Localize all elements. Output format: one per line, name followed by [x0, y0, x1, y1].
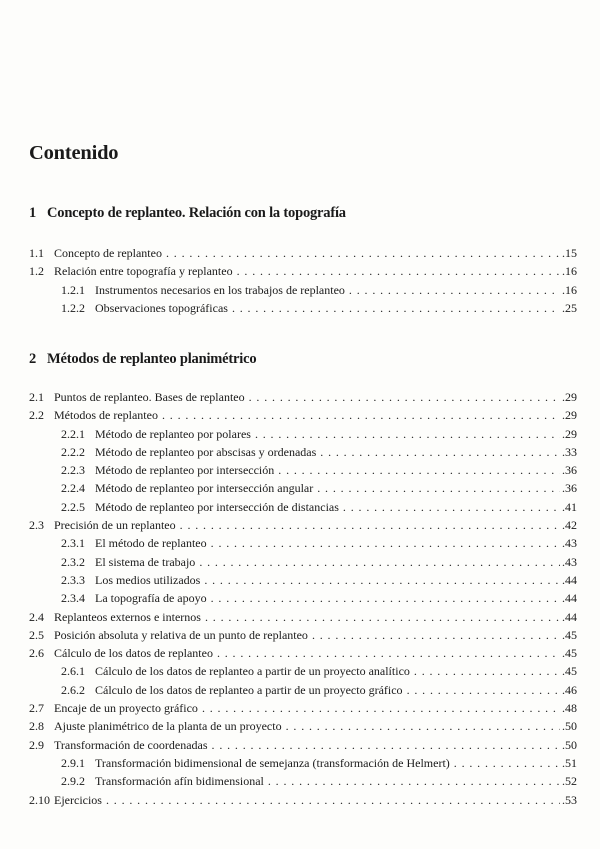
dot-leader — [232, 299, 560, 317]
toc-entry-page: .33 — [562, 444, 577, 459]
dot-leader — [343, 498, 560, 516]
toc-entry — [29, 425, 577, 443]
toc-entry-title: La topografía de apoyo — [95, 591, 207, 606]
dot-leader — [199, 553, 560, 571]
toc-entry-page: .45 — [562, 664, 577, 679]
dot-leader — [320, 443, 560, 461]
toc-entry-number: 2.3.4 — [61, 591, 85, 606]
page-title: Contenido — [29, 142, 119, 164]
toc-entry-page: .43 — [562, 554, 577, 569]
toc-entry — [29, 717, 577, 735]
toc-entry-page: .29 — [562, 426, 577, 441]
dot-leader — [205, 608, 560, 626]
toc-entry-number: 2.6.1 — [61, 664, 85, 679]
toc-entry-title: Cálculo de los datos de replanteo a partir de un proyecto gráfico — [95, 682, 403, 697]
toc-list-chapter-2 — [29, 388, 577, 809]
dot-leader — [204, 571, 560, 589]
toc-entry-title: Método de replanteo por intersección de distancias — [95, 499, 339, 514]
toc-entry-number: 1.2 — [29, 264, 44, 279]
toc-entry-number: 1.1 — [29, 246, 44, 260]
toc-entry — [29, 608, 577, 626]
toc-entry-title: Ejercicios — [54, 792, 102, 807]
toc-entry-title: Cálculo de los datos de replanteo — [54, 646, 213, 661]
toc-entry-number: 2.6.2 — [61, 682, 85, 697]
toc-entry-page: .15 — [562, 246, 577, 260]
dot-leader — [202, 699, 560, 717]
toc-entry-title: Transformación bidimensional de semejanza (transformación de Helmert) — [95, 755, 450, 770]
toc-entry-page: .16 — [562, 264, 577, 279]
chapter-heading-2 — [29, 351, 256, 368]
toc-entry — [29, 406, 577, 424]
toc-entry-page: .50 — [562, 737, 577, 752]
toc-entry-page: .42 — [562, 518, 577, 533]
toc-entry — [29, 626, 577, 644]
dot-leader — [211, 534, 560, 552]
toc-entry-title: Transformación afín bidimensional — [95, 774, 264, 789]
toc-entry-title: Los medios utilizados — [95, 572, 201, 587]
toc-entry-number: 2.9.2 — [61, 774, 85, 789]
toc-entry-title: Método de replanteo por intersección — [95, 463, 275, 478]
chapter-title: Métodos de replanteo planimétrico — [47, 351, 257, 367]
dot-leader — [106, 791, 560, 809]
toc-entry-number: 2.2.2 — [61, 444, 85, 459]
toc-entry-page: .45 — [562, 627, 577, 642]
toc-entry-page: .52 — [562, 774, 577, 789]
toc-entry-number: 2.9 — [29, 737, 44, 752]
toc-entry-title: Puntos de replanteo. Bases de replanteo — [54, 390, 245, 404]
toc-entry-number: 2.2.3 — [61, 463, 85, 478]
toc-entry-page: .44 — [562, 609, 577, 624]
toc-entry-page: .53 — [562, 792, 577, 807]
toc-list-chapter-1 — [29, 244, 577, 317]
toc-entry-page: .29 — [562, 408, 577, 423]
toc-entry-number: 2.10 — [29, 792, 50, 807]
toc-entry — [29, 281, 577, 299]
toc-entry — [29, 244, 577, 262]
toc-entry — [29, 461, 577, 479]
toc-entry-page: .36 — [562, 463, 577, 478]
toc-entry-title: Método de replanteo por intersección angular — [95, 481, 314, 496]
toc-entry-number: 2.3 — [29, 518, 44, 533]
dot-leader — [278, 461, 560, 479]
toc-entry-title: Ajuste planimétrico de la planta de un proyecto — [54, 719, 282, 734]
dot-leader — [317, 479, 560, 497]
toc-entry — [29, 681, 577, 699]
toc-entry — [29, 772, 577, 790]
toc-entry — [29, 699, 577, 717]
toc-entry-number: 2.3.1 — [61, 536, 85, 551]
toc-entry-page: .44 — [562, 572, 577, 587]
toc-entry-title: Cálculo de los datos de replanteo a partir de un proyecto analítico — [95, 664, 410, 679]
toc-entry-number: 2.6 — [29, 646, 44, 661]
toc-entry-title: Concepto de replanteo — [54, 246, 162, 260]
toc-entry-number: 2.8 — [29, 719, 44, 734]
dot-leader — [237, 262, 560, 280]
toc-entry-title: Precisión de un replanteo — [54, 518, 176, 533]
toc-entry-number: 2.9.1 — [61, 755, 85, 770]
toc-entry — [29, 553, 577, 571]
toc-entry-number: 2.2.1 — [61, 426, 85, 441]
toc-entry-page: .46 — [562, 682, 577, 697]
toc-entry-page: .45 — [562, 646, 577, 661]
toc-entry — [29, 262, 577, 280]
toc-entry — [29, 589, 577, 607]
chapter-title: Concepto de replanteo. Relación con la topografía — [47, 205, 346, 221]
dot-leader — [268, 772, 560, 790]
toc-entry-title: El método de replanteo — [95, 536, 207, 551]
toc-entry — [29, 388, 577, 406]
toc-entry-page: .16 — [562, 282, 577, 297]
toc-entry — [29, 479, 577, 497]
toc-entry-number: 1.2.1 — [61, 282, 85, 297]
toc-entry-title: El sistema de trabajo — [95, 554, 196, 569]
toc-entry-page: .43 — [562, 536, 577, 551]
dot-leader — [407, 681, 560, 699]
toc-entry-title: Replanteos externos e internos — [54, 609, 201, 624]
chapter-heading-1 — [29, 205, 346, 222]
dot-leader — [180, 516, 560, 534]
toc-entry-title: Encaje de un proyecto gráfico — [54, 701, 198, 716]
toc-entry-number: 2.2.4 — [61, 481, 85, 496]
toc-entry-number: 2.4 — [29, 609, 44, 624]
toc-entry-title: Métodos de replanteo — [54, 408, 158, 423]
dot-leader — [349, 281, 560, 299]
dot-leader — [162, 406, 560, 424]
toc-entry — [29, 644, 577, 662]
toc-entry-number: 2.1 — [29, 390, 44, 404]
toc-entry-number: 2.3.2 — [61, 554, 85, 569]
toc-entry — [29, 754, 577, 772]
toc-entry-number: 2.3.3 — [61, 572, 85, 587]
toc-entry-number: 1.2.2 — [61, 300, 85, 315]
toc-entry — [29, 571, 577, 589]
toc-entry-page: .41 — [562, 499, 577, 514]
toc-entry — [29, 516, 577, 534]
toc-entry-page: .44 — [562, 591, 577, 606]
dot-leader — [286, 717, 560, 735]
toc-entry — [29, 736, 577, 754]
toc-entry — [29, 299, 577, 317]
toc-entry-page: .51 — [562, 755, 577, 770]
dot-leader — [255, 425, 560, 443]
dot-leader — [414, 662, 560, 680]
dot-leader — [212, 736, 560, 754]
toc-entry-page: .25 — [562, 300, 577, 315]
dot-leader — [454, 754, 560, 772]
dot-leader — [249, 388, 560, 406]
toc-entry — [29, 791, 577, 809]
toc-entry-number: 2.2 — [29, 408, 44, 423]
toc-entry-title: Método de replanteo por abscisas y ordenadas — [95, 444, 317, 459]
toc-entry-page: .29 — [562, 390, 577, 404]
toc-entry-page: .50 — [562, 719, 577, 734]
chapter-number: 2 — [29, 351, 37, 367]
toc-entry-page: .36 — [562, 481, 577, 496]
toc-entry-title: Instrumentos necesarios en los trabajos de replanteo — [95, 282, 345, 297]
chapter-number: 1 — [29, 205, 37, 221]
toc-entry-title: Observaciones topográficas — [95, 300, 228, 315]
toc-entry-page: .48 — [562, 701, 577, 716]
dot-leader — [217, 644, 560, 662]
toc-entry-number: 2.7 — [29, 701, 44, 716]
toc-entry — [29, 498, 577, 516]
toc-entry-number: 2.2.5 — [61, 499, 85, 514]
toc-entry-title: Relación entre topografía y replanteo — [54, 264, 233, 279]
toc-entry-title: Método de replanteo por polares — [95, 426, 251, 441]
toc-entry-title: Posición absoluta y relativa de un punto de replanteo — [54, 627, 308, 642]
toc-entry — [29, 443, 577, 461]
dot-leader — [166, 244, 560, 262]
toc-entry-number: 2.5 — [29, 627, 44, 642]
dot-leader — [211, 589, 560, 607]
toc-entry — [29, 662, 577, 680]
toc-entry-title: Transformación de coordenadas — [54, 737, 208, 752]
dot-leader — [312, 626, 560, 644]
toc-entry — [29, 534, 577, 552]
